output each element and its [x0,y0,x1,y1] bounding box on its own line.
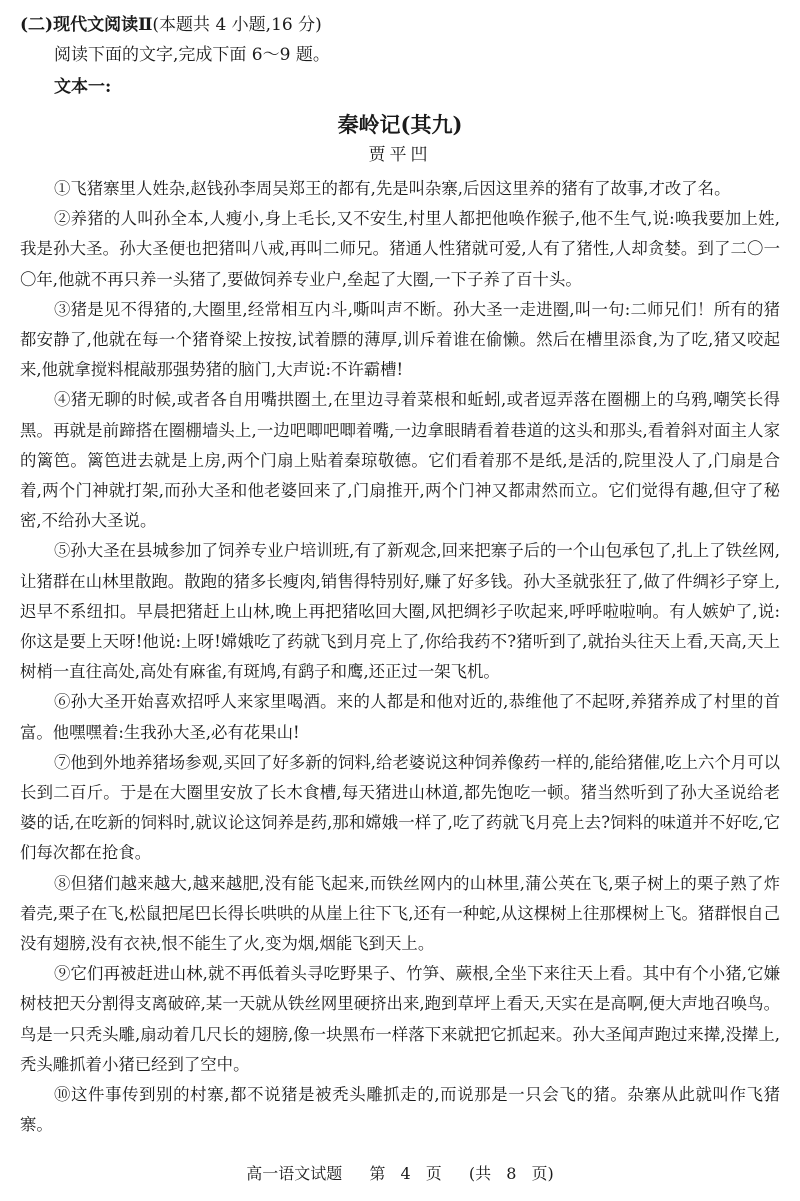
article-body [20,174,780,1141]
paragraph: ⑨它们再被赶进山林,就不再低着头寻吃野果子、竹笋、蕨根,全坐下来往天上看。其中有个小猪,它嫌树枝把天分割得支离破碎,某一天就从铁丝网里硬挤出来,跑到草坪上看天,天实在是高啊,便大声地召唤鸟。鸟是一只秃头雕,扇动着几尺长的翅膀,像一块黑布一样落下来就把它抓起来。孙大圣闻声跑过来撵,没撵上,秃头雕抓着小猪已经到了空中。 [20,964,780,1074]
section-meta: (本题共 4 小题,16 分) [152,15,322,35]
article-author: 贾平凹 [368,145,432,165]
footer-total-pages: (共 8 页) [468,1164,554,1183]
paragraph: ②养猪的人叫孙全本,人瘦小,身上毛长,又不安生,村里人都把他唤作猴子,他不生气,说:唤我要加上姓,我是孙大圣。孙大圣便也把猪叫八戒,再叫二师兄。猪通人性猪就可爱,人有了猪性,人却贪婪。到了二〇一〇年,他就不再只养一头猪了,要做饲养专业户,垒起了大圈,一下子养了百十头。 [20,209,780,289]
footer-page-number: 第 4 页 [369,1164,442,1183]
section-title: (二)现代文阅读Ⅱ [20,15,153,35]
paragraph: ⑦他到外地养猪场参观,买回了好多新的饲料,给老婆说这种饲养像药一样的,能给猪催,吃上六个月可以长到二百斤。于是在大圈里安放了长木食槽,每天猪进山林道,都先饱吃一顿。猪当然听到了孙大圣说给老婆的话,在吃新的饲料时,就议论这饲养是药,那和嫦娥一样了,吃了药就飞月亮上去?饲料的味道并不好吃,它们每次都在抢食。 [20,752,780,863]
paragraph: ⑧但猪们越来越大,越来越肥,没有能飞起来,而铁丝网内的山林里,蒲公英在飞,栗子树上的栗子熟了炸着壳,栗子在飞,松鼠把尾巴长得长哄哄的从崖上往下飞,还有一种蛇,从这棵树上往那棵树上飞。猪群恨自己没有翅膀,没有衣袂,恨不能生了火,变为烟,烟能飞到天上。 [20,873,780,954]
section-heading [20,12,780,38]
paragraph: ⑥孙大圣开始喜欢招呼人来家里喝酒。来的人都是和他对近的,恭维他了不起呀,养猪养成了村里的首富。他嘿嘿着:生我孙大圣,必有花果山! [20,692,780,742]
paragraph: ④猪无聊的时候,或者各自用嘴拱圈土,在里边寻着菜根和蚯蚓,或者逗弄落在圈棚上的乌鸦,嘲笑长得黑。再就是前蹄搭在圈棚墙头上,一边吧唧吧唧着嘴,一边拿眼睛看着巷道的这头和那头,看着斜对面主人家的篱笆。篱笆进去就是上房,两个门扇上贴着秦琼敬德。它们看着那不是纸,是活的,院里没人了,门扇是合着,两个门神就打架,而孙大圣和他老婆回来了,门扇推开,两个门神又都肃然而立。它们觉得有趣,但守了秘密,不给孙大圣说。 [20,390,780,531]
footer-exam-name: 高一语文试题 [246,1164,343,1183]
paragraph: ⑩这件事传到别的村寨,都不说猪是被秃头雕抓走的,而说那是一只会飞的猪。杂寨从此就叫作飞猪寨。 [20,1085,780,1135]
page-footer [0,1162,800,1186]
text-label: 文本一: [54,77,112,97]
reading-instruction: 阅读下面的文字,完成下面 6～9 题。 [54,45,330,65]
paragraph: ③猪是见不得猪的,大圈里,经常相互内斗,嘶叫声不断。孙大圣一走进圈,叫一句:二师兄们！所有的猪都安静了,他就在每一个猪脊梁上按按,试着膘的薄厚,训斥着谁在偷懒。然后在槽里添食,为了吃,猪又咬起来,他就拿搅料棍敲那强势猪的脑门,大声说:不许霸槽! [20,299,780,380]
paragraph: ①飞猪寨里人姓杂,赵钱孙李周吴郑王的都有,先是叫杂寨,后因这里养的猪有了故事,才改了名。 [54,179,731,198]
article-title: 秦岭记(其九) [337,112,463,137]
paragraph: ⑤孙大圣在县城参加了饲养专业户培训班,有了新观念,回来把寨子后的一个山包承包了,扎上了铁丝网,让猪群在山林里散跑。散跑的猪多长瘦肉,销售得特别好,赚了好多钱。孙大圣就张狂了,做了件绸衫子穿上,迟早不系纽扣。早晨把猪赶上山林,晚上再把猪吆回大圈,风把绸衫子吹起来,呼呼啦啦响。有人嫉妒了,说:你这是要上天呀!他说:上呀!嫦娥吃了药就飞到月亮上了,你给我药不?猪听到了,就抬头往天上看,天高,天上树梢一直往高处,高处有麻雀,有斑鸠,有鹞子和鹰,还正过一架飞机。 [20,541,780,682]
